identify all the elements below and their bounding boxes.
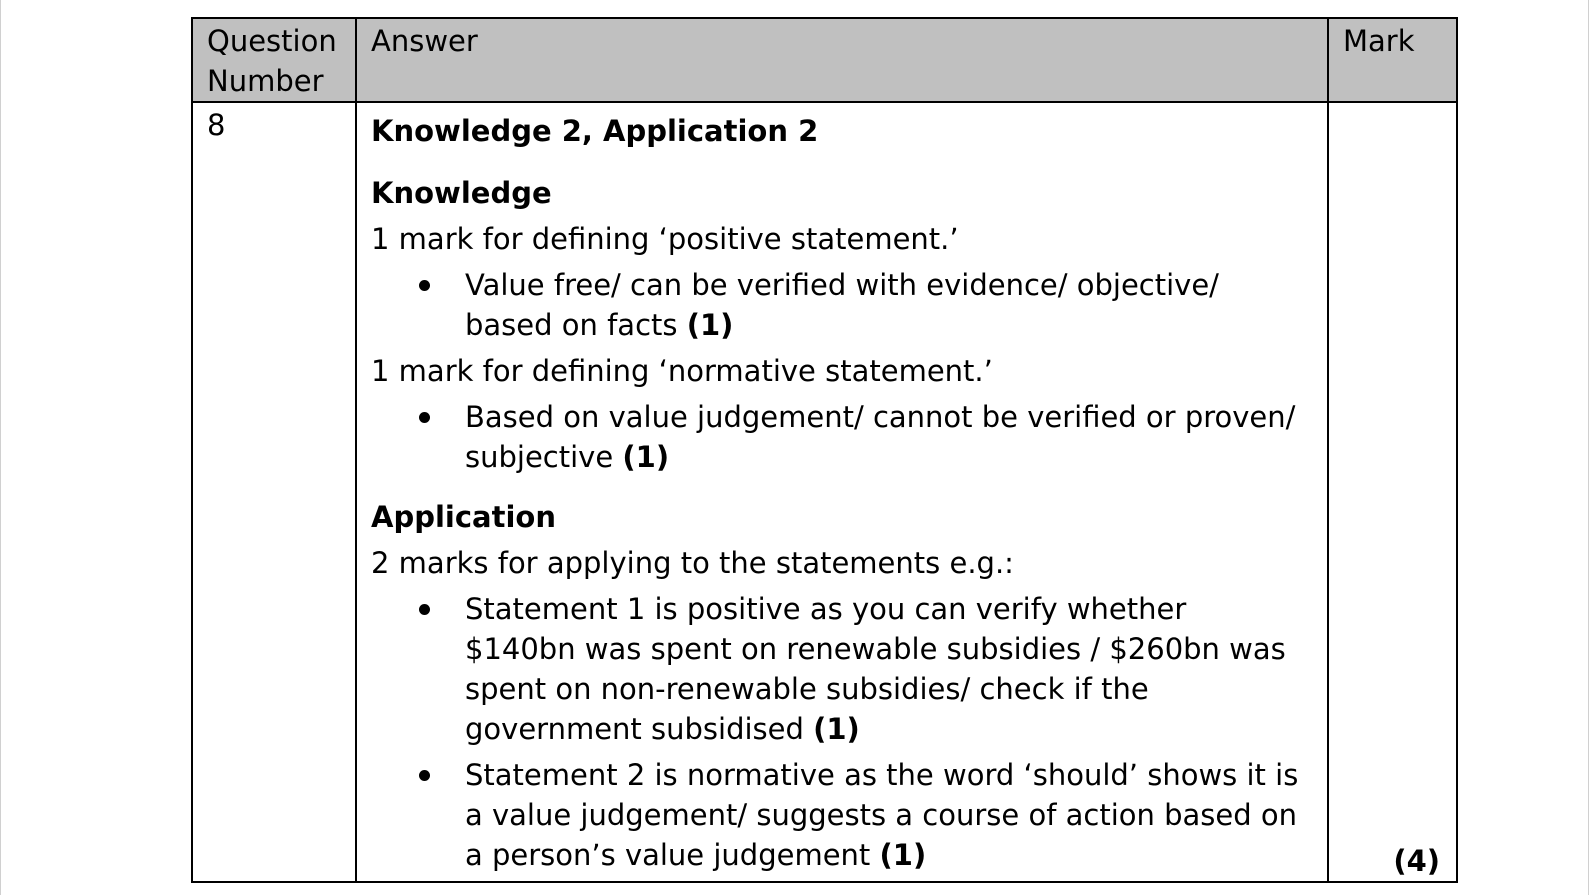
normative-bullet-list (371, 397, 1313, 477)
knowledge-heading: Knowledge (371, 176, 552, 210)
positive-intro: 1 mark for defining ‘positive statement.’ (371, 222, 959, 256)
header-row (192, 18, 1457, 102)
mark-allocation: (1) (686, 308, 734, 342)
mark-scheme-table (191, 17, 1458, 883)
mark-cell (1328, 102, 1457, 882)
table-row (192, 102, 1457, 882)
application-bullet-2-text: Statement 2 is normative as the word ‘should’ shows it is a value judgement/ suggests a course of action based on a person’s value judgement (465, 758, 1299, 872)
application-heading: Application (371, 500, 556, 534)
list-item (371, 397, 1313, 477)
mark-allocation: (1) (879, 838, 927, 872)
mark-total: (4) (1393, 844, 1440, 878)
answer-title: Knowledge 2, Application 2 (371, 114, 819, 148)
normative-bullet-text: Based on value judgement/ cannot be verified or proven/ subjective (465, 400, 1296, 474)
bullet-icon (419, 412, 430, 423)
normative-intro: 1 mark for defining ‘normative statement.’ (371, 354, 993, 388)
question-number: 8 (192, 102, 356, 882)
mark-allocation: (1) (622, 440, 670, 474)
header-answer: Answer (356, 18, 1328, 102)
application-bullet-list (371, 589, 1313, 875)
list-item (371, 755, 1313, 875)
header-mark: Mark (1328, 18, 1457, 102)
application-intro: 2 marks for applying to the statements e.g.: (371, 546, 1014, 580)
header-question-number: Question Number (192, 18, 356, 102)
bullet-icon (419, 770, 430, 781)
list-item (371, 589, 1313, 749)
bullet-icon (419, 604, 430, 615)
answer-cell (356, 102, 1328, 882)
list-item (371, 265, 1313, 345)
application-bullet-1-text: Statement 1 is positive as you can verify whether $140bn was spent on renewable subsidies / $260bn was spent on non-renewable subsidies/ check if the government subsidised (465, 592, 1286, 746)
bullet-icon (419, 280, 430, 291)
mark-allocation: (1) (813, 712, 860, 746)
positive-bullet-list (371, 265, 1313, 345)
positive-bullet-text: Value free/ can be verified with evidence/ objective/ based on facts (465, 268, 1219, 342)
